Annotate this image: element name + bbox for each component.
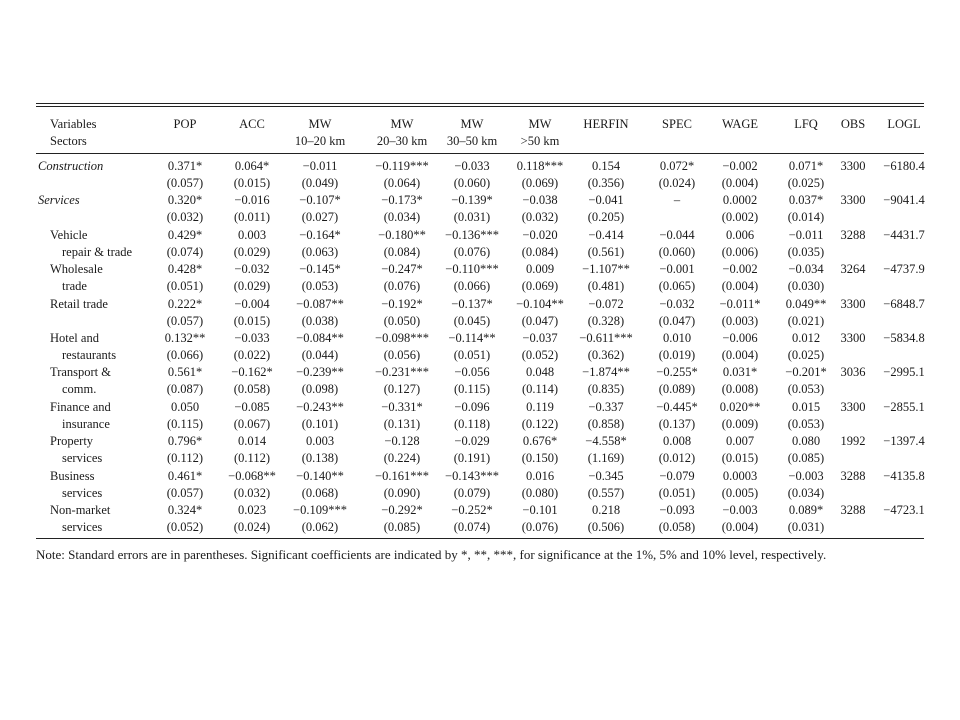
coef-cell: 0.428* (167, 262, 203, 277)
se-cell: (0.068) (301, 485, 339, 500)
coef-cell: 0.012 (791, 331, 821, 345)
coef-cell: 3264 (840, 262, 866, 277)
se-cell: (0.053) (787, 382, 825, 397)
coef-cell: 0.050 (170, 399, 200, 414)
se-cell: (0.029) (233, 279, 271, 294)
se-cell: (0.004) (721, 520, 759, 534)
coef-cell: −4723.1 (883, 503, 925, 517)
se-cell: (0.328) (587, 313, 625, 328)
coef-cell: −0.345 (588, 468, 624, 483)
se-cell: (0.022) (233, 348, 271, 362)
coef-cell: 3288 (840, 503, 866, 517)
se-cell: (0.066) (166, 348, 204, 362)
coef-cell: −9041.4 (883, 193, 925, 208)
coef-cell: −0.003 (722, 503, 758, 517)
se-cell: (0.057) (166, 485, 204, 500)
coef-cell: 3288 (840, 227, 866, 242)
header-cell: WAGE (721, 117, 759, 131)
coef-cell: −0.002 (722, 159, 758, 173)
se-cell: (0.031) (787, 520, 825, 534)
header-cell: HERFIN (583, 117, 629, 131)
table-note: Note: Standard errors are in parentheses. Significant coefficients are indicated by *, **, ***, for significance at the 1%, 5% and 10% level, respectively. (36, 547, 827, 562)
coef-cell: −0.137* (451, 296, 493, 311)
se-cell: (0.056) (383, 348, 421, 362)
coef-cell: −0.445* (656, 399, 698, 414)
row-label: Finance and (50, 399, 111, 414)
header-cell: MW (460, 117, 484, 131)
coef-cell: −0.114** (448, 331, 496, 345)
coef-cell: 0.218 (591, 503, 621, 517)
row-label: Wholesale (50, 262, 103, 277)
coef-cell: −0.231*** (375, 365, 429, 380)
se-cell: (0.015) (233, 313, 271, 328)
coef-cell: −4135.8 (883, 468, 925, 483)
coef-cell: 0.676* (522, 434, 558, 449)
coef-cell: −0.034 (788, 262, 824, 277)
coef-cell: −0.143*** (445, 468, 499, 483)
coef-cell: −0.414 (588, 227, 624, 242)
se-cell: (0.019) (658, 348, 696, 362)
header-cell: >50 km (520, 134, 560, 148)
row-label: Property (50, 434, 94, 449)
se-cell: (0.090) (383, 485, 421, 500)
header-cell: 30–50 km (446, 134, 498, 148)
se-cell: (0.057) (166, 176, 204, 190)
se-cell: (0.011) (234, 210, 270, 225)
se-cell: (0.112) (234, 451, 270, 466)
coef-cell: −0.110*** (445, 262, 499, 277)
coef-cell: 0.118*** (516, 159, 564, 173)
se-cell: (0.115) (454, 382, 490, 397)
coef-cell: 0.014 (237, 434, 267, 449)
se-cell: (0.051) (453, 348, 491, 362)
header-cell: LFQ (794, 117, 818, 131)
row-label: Vehicle (50, 227, 88, 242)
se-cell: (0.025) (787, 348, 825, 362)
se-cell: (0.021) (787, 313, 825, 328)
header-bottom-rule (36, 153, 924, 154)
header-cell: MW (390, 117, 414, 131)
se-cell: (0.014) (787, 210, 825, 225)
se-cell: (0.356) (587, 176, 625, 190)
row-label: Construction (38, 159, 104, 173)
se-cell: (0.101) (301, 416, 339, 431)
coef-cell: 0.561* (167, 365, 203, 380)
se-cell: (0.058) (658, 520, 696, 534)
coef-cell: −0.140** (296, 468, 344, 483)
header-label: Variables (50, 117, 97, 131)
coef-cell: −0.003 (788, 468, 824, 483)
coef-cell: 3300 (840, 296, 866, 311)
coef-cell: 0.048 (525, 365, 555, 380)
se-cell: (0.032) (521, 210, 559, 225)
coef-cell: 0.023 (237, 503, 267, 517)
se-cell: (0.191) (453, 451, 491, 466)
coef-cell: −0.016 (234, 193, 270, 208)
coef-cell: −1.874** (582, 365, 630, 380)
coef-cell: 0.429* (167, 227, 203, 242)
se-cell: (0.034) (787, 485, 825, 500)
coef-cell: −0.037 (522, 331, 558, 345)
coef-cell: 0.154 (591, 159, 621, 173)
se-cell: (0.561) (587, 244, 625, 259)
se-cell: (0.131) (383, 416, 421, 431)
coef-cell: −5834.8 (883, 331, 925, 345)
coef-cell: −1397.4 (883, 434, 925, 449)
coef-cell: −0.044 (659, 227, 695, 242)
row-label: Services (38, 193, 80, 208)
se-cell: (0.074) (453, 520, 491, 534)
se-cell: (0.112) (167, 451, 203, 466)
se-cell: (0.030) (787, 279, 825, 294)
header-cell: LOGL (887, 117, 921, 131)
row-label: repair & trade (62, 244, 133, 259)
se-cell: (0.051) (166, 279, 204, 294)
coef-cell: −2995.1 (883, 365, 925, 380)
se-cell: (0.076) (383, 279, 421, 294)
se-cell: (0.060) (658, 244, 696, 259)
coef-cell: −0.292* (381, 503, 423, 517)
row-label: Business (50, 468, 95, 483)
se-cell: (0.029) (233, 244, 271, 259)
se-cell: (0.052) (521, 348, 559, 362)
se-cell: (0.098) (301, 382, 339, 397)
coef-cell: −6848.7 (883, 296, 925, 311)
se-cell: (0.084) (383, 244, 421, 259)
coef-cell: – (673, 193, 681, 208)
row-label: Transport & (50, 365, 112, 380)
coef-cell: 0.080 (791, 434, 821, 449)
se-cell: (0.362) (587, 348, 625, 362)
coef-cell: −0.011* (719, 296, 761, 311)
se-cell: (0.115) (167, 416, 203, 431)
row-label: services (62, 520, 103, 534)
coef-cell: −1.107** (582, 262, 630, 277)
se-cell: (0.065) (658, 279, 696, 294)
coef-cell: 0.020** (719, 399, 761, 414)
coef-cell: −2855.1 (883, 399, 925, 414)
coef-cell: −0.611*** (579, 331, 633, 345)
se-cell: (0.835) (587, 382, 625, 397)
coef-cell: −0.173* (381, 193, 423, 208)
coef-cell: −0.162* (231, 365, 273, 380)
se-cell: (0.114) (522, 382, 558, 397)
se-cell: (0.079) (453, 485, 491, 500)
coef-cell: −0.145* (299, 262, 341, 277)
coef-cell: −0.084** (296, 331, 344, 345)
se-cell: (0.002) (721, 210, 759, 225)
se-cell: (0.122) (521, 416, 559, 431)
coef-cell: −0.255* (656, 365, 698, 380)
coef-cell: 0.089* (788, 503, 824, 517)
se-cell: (0.003) (721, 313, 759, 328)
se-cell: (0.044) (301, 348, 339, 362)
coef-cell: −6180.4 (883, 159, 925, 173)
coef-cell: −0.011 (788, 227, 824, 242)
se-cell: (0.067) (233, 416, 271, 431)
se-cell: (0.015) (233, 176, 271, 190)
coef-cell: 3300 (840, 331, 866, 345)
se-cell: (0.074) (166, 244, 204, 259)
se-cell: (0.069) (521, 279, 559, 294)
coef-cell: −0.119*** (375, 159, 429, 173)
header-cell: OBS (840, 117, 866, 131)
se-cell: (0.004) (721, 279, 759, 294)
coef-cell: 0.003 (237, 227, 267, 242)
se-cell: (0.858) (587, 416, 625, 431)
coef-cell: −0.068** (228, 468, 276, 483)
se-cell: (0.069) (521, 176, 559, 190)
se-cell: (0.063) (301, 244, 339, 259)
coef-cell: −0.011 (302, 159, 338, 173)
coef-cell: −0.164* (299, 227, 341, 242)
coef-cell: 0.006 (725, 227, 755, 242)
header-cell: 20–30 km (376, 134, 428, 148)
se-cell: (0.008) (721, 382, 759, 397)
se-cell: (0.053) (787, 416, 825, 431)
se-cell: (0.084) (521, 244, 559, 259)
coef-cell: −0.192* (381, 296, 423, 311)
coef-cell: −0.109*** (293, 503, 347, 517)
coef-cell: −0.136*** (445, 227, 499, 242)
coef-cell: 0.072* (659, 159, 695, 173)
se-cell: (0.034) (383, 210, 421, 225)
coef-cell: 0.010 (662, 331, 692, 345)
se-cell: (0.127) (383, 382, 421, 397)
coef-cell: 0.320* (167, 193, 203, 208)
row-label: comm. (62, 382, 97, 397)
coef-cell: −0.033 (234, 331, 270, 345)
se-cell: (1.169) (587, 451, 625, 466)
se-cell: (0.506) (587, 520, 625, 534)
table-top-rule (36, 103, 924, 104)
se-cell: (0.015) (721, 451, 759, 466)
header-cell: MW (528, 117, 552, 131)
coef-cell: 0.324* (167, 503, 203, 517)
coef-cell: −0.104** (516, 296, 564, 311)
se-cell: (0.057) (166, 313, 204, 328)
coef-cell: 0.071* (788, 159, 824, 173)
se-cell: (0.005) (721, 485, 759, 500)
coef-cell: −0.098*** (375, 331, 429, 345)
se-cell: (0.050) (383, 313, 421, 328)
row-label: restaurants (62, 348, 117, 362)
coef-cell: −0.038 (522, 193, 558, 208)
se-cell: (0.027) (301, 210, 339, 225)
coef-cell: 0.064* (234, 159, 270, 173)
coef-cell: −0.004 (234, 296, 270, 311)
se-cell: (0.004) (721, 348, 759, 362)
se-cell: (0.118) (454, 416, 490, 431)
se-cell: (0.224) (383, 451, 421, 466)
se-cell: (0.150) (521, 451, 559, 466)
coef-cell: 0.007 (725, 434, 755, 449)
coef-cell: −4.558* (585, 434, 627, 449)
coef-cell: 0.371* (167, 159, 203, 173)
se-cell: (0.064) (383, 176, 421, 190)
coef-cell: −0.243** (296, 399, 344, 414)
coef-cell: −0.072 (588, 296, 624, 311)
coef-cell: 0.119 (526, 399, 554, 414)
se-cell: (0.025) (787, 176, 825, 190)
row-label: Hotel and (50, 331, 99, 345)
coef-cell: 0.008 (662, 434, 692, 449)
coef-cell: −0.139* (451, 193, 493, 208)
row-label: trade (62, 279, 87, 294)
coef-cell: 0.0002 (722, 193, 758, 208)
coef-cell: −0.029 (454, 434, 490, 449)
table-bottom-rule (36, 538, 924, 539)
coef-cell: −0.201* (785, 365, 827, 380)
coef-cell: −0.032 (234, 262, 270, 277)
coef-cell: −0.079 (659, 468, 695, 483)
coef-cell: 0.037* (788, 193, 824, 208)
se-cell: (0.032) (166, 210, 204, 225)
coef-cell: 0.0003 (722, 468, 758, 483)
coef-cell: 3300 (840, 159, 866, 173)
se-cell: (0.085) (383, 520, 421, 534)
coef-cell: −0.087** (296, 296, 344, 311)
se-cell: (0.047) (658, 313, 696, 328)
coef-cell: 0.132** (164, 331, 206, 345)
coef-cell: −0.239** (296, 365, 344, 380)
coef-cell: −0.331* (381, 399, 423, 414)
se-cell: (0.060) (453, 176, 491, 190)
se-cell: (0.138) (301, 451, 339, 466)
coef-cell: −0.001 (659, 262, 695, 277)
coef-cell: −4431.7 (883, 227, 925, 242)
coef-cell: −0.056 (454, 365, 490, 380)
header-cell: ACC (239, 117, 265, 131)
coef-cell: 3288 (840, 468, 866, 483)
coef-cell: 0.003 (305, 434, 335, 449)
se-cell: (0.137) (658, 416, 696, 431)
se-cell: (0.062) (301, 520, 339, 534)
se-cell: (0.047) (521, 313, 559, 328)
se-cell: (0.006) (721, 244, 759, 259)
coef-cell: 0.049** (785, 296, 827, 311)
se-cell: (0.038) (301, 313, 339, 328)
coef-cell: 1992 (840, 434, 866, 449)
coef-cell: 3300 (840, 193, 866, 208)
header-cell: 10–20 km (294, 134, 346, 148)
se-cell: (0.076) (521, 520, 559, 534)
coef-cell: −4737.9 (883, 262, 925, 277)
se-cell: (0.032) (233, 485, 271, 500)
coef-cell: 0.009 (525, 262, 555, 277)
se-cell: (0.205) (587, 210, 625, 225)
header-cell: MW (308, 117, 332, 131)
coef-cell: −0.247* (381, 262, 423, 277)
se-cell: (0.066) (453, 279, 491, 294)
se-cell: (0.557) (587, 485, 625, 500)
se-cell: (0.481) (587, 279, 625, 294)
coef-cell: −0.085 (234, 399, 270, 414)
header-cell: SPEC (662, 117, 692, 131)
coef-cell: −0.096 (454, 399, 490, 414)
se-cell: (0.024) (658, 176, 696, 190)
se-cell: (0.051) (658, 485, 696, 500)
coef-cell: −0.107* (299, 193, 341, 208)
coef-cell: −0.093 (659, 503, 695, 517)
se-cell: (0.076) (453, 244, 491, 259)
coef-cell: −0.002 (722, 262, 758, 277)
table-top-rule-inner (36, 106, 924, 107)
se-cell: (0.089) (658, 382, 696, 397)
row-label: insurance (62, 416, 110, 431)
coef-cell: −0.032 (659, 296, 695, 311)
coef-cell: −0.180** (378, 227, 426, 242)
coef-cell: 0.796* (167, 434, 203, 449)
se-cell: (0.004) (721, 176, 759, 190)
se-cell: (0.045) (453, 313, 491, 328)
coef-cell: 0.016 (525, 468, 555, 483)
se-cell: (0.080) (521, 485, 559, 500)
se-cell: (0.053) (301, 279, 339, 294)
coef-cell: −0.161*** (375, 468, 429, 483)
coef-cell: 3036 (840, 365, 866, 380)
se-cell: (0.049) (301, 176, 339, 190)
coef-cell: −0.337 (588, 399, 624, 414)
se-cell: (0.009) (721, 416, 759, 431)
se-cell: (0.052) (166, 520, 204, 534)
se-cell: (0.087) (166, 382, 204, 397)
coef-cell: −0.252* (451, 503, 493, 517)
coef-cell: −0.101 (522, 503, 558, 517)
se-cell: (0.012) (658, 451, 696, 466)
se-cell: (0.085) (787, 451, 825, 466)
coef-cell: 0.015 (791, 399, 821, 414)
row-label: services (62, 485, 103, 500)
header-label: Sectors (50, 134, 87, 148)
coef-cell: 0.031* (722, 365, 758, 380)
coef-cell: −0.020 (522, 227, 558, 242)
row-label: services (62, 451, 103, 466)
coef-cell: 0.222* (167, 296, 203, 311)
coef-cell: −0.006 (722, 331, 758, 345)
coef-cell: −0.041 (588, 193, 624, 208)
coef-cell: −0.128 (384, 434, 420, 449)
se-cell: (0.058) (233, 382, 271, 397)
row-label: Retail trade (50, 296, 108, 311)
se-cell: (0.031) (453, 210, 491, 225)
row-label: Non-market (50, 503, 111, 517)
coef-cell: −0.033 (454, 159, 490, 173)
coef-cell: 0.461* (167, 468, 203, 483)
coef-cell: 3300 (840, 399, 866, 414)
se-cell: (0.024) (233, 520, 271, 534)
header-cell: POP (173, 117, 197, 131)
se-cell: (0.035) (787, 244, 825, 259)
